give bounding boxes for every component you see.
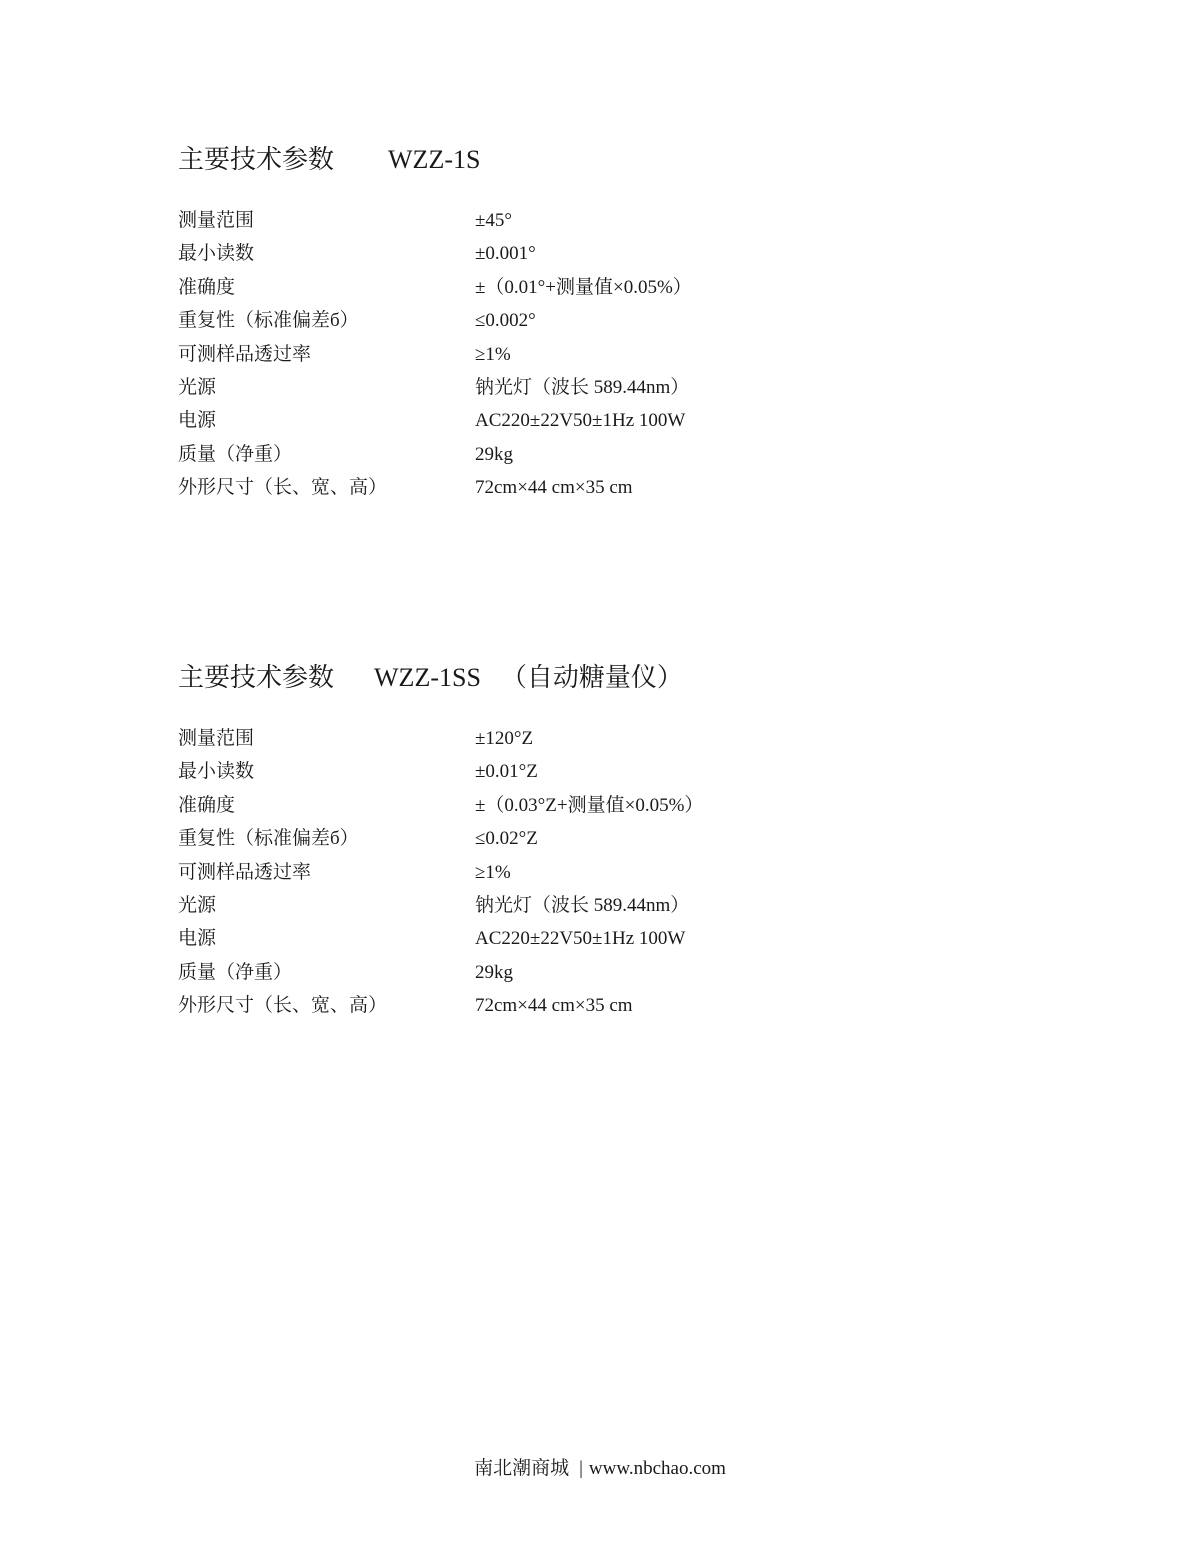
spec-row (178, 304, 1078, 337)
spec-name: 外形尺寸（长、宽、高） (178, 995, 388, 1017)
spec-row (178, 722, 1078, 755)
spec-row (178, 922, 1078, 955)
spec-value: ≤0.002° (475, 310, 536, 332)
spec-name: 电源 (178, 928, 217, 950)
spec-name: 准确度 (178, 794, 236, 816)
spec-value: 72cm×44 cm×35 cm (475, 477, 633, 499)
spec-row (178, 338, 1078, 371)
spec-row (178, 822, 1078, 855)
spec-value: 29kg (475, 443, 513, 465)
spec-name: 重复性（标准偏差б） (178, 828, 359, 850)
spec-name: 最小读数 (178, 761, 255, 783)
section-heading (178, 658, 1078, 698)
spec-name: 测量范围 (178, 728, 255, 749)
spec-name: 光源 (178, 376, 217, 398)
heading-model: WZZ-1SS (374, 663, 481, 692)
spec-row (178, 856, 1078, 889)
spec-row (178, 371, 1078, 404)
spec-name: 质量（净重） (178, 961, 293, 983)
spec-row (178, 271, 1078, 304)
spec-value: ±（0.03°Z+测量值×0.05%） (475, 794, 704, 816)
spec-value: 72cm×44 cm×35 cm (475, 995, 633, 1017)
spec-name: 可测样品透过率 (178, 861, 312, 883)
heading-label: 主要技术参数 (178, 145, 335, 174)
spec-row (178, 989, 1078, 1022)
spec-name: 测量范围 (178, 210, 255, 231)
heading-note: （自动糖量仪） (500, 663, 683, 692)
spec-value: ±0.001° (475, 243, 536, 265)
spec-value: 钠光灯（波长 589.44nm） (475, 376, 690, 398)
spec-value: 钠光灯（波长 589.44nm） (475, 894, 690, 916)
spec-name: 外形尺寸（长、宽、高） (178, 477, 388, 499)
spec-value: AC220±22V50±1Hz 100W (475, 928, 686, 950)
spec-row (178, 789, 1078, 822)
spec-table (178, 204, 1078, 505)
spec-row (178, 404, 1078, 437)
spec-value: ±120°Z (475, 728, 534, 749)
spec-value: ≥1% (475, 861, 511, 883)
spec-row (178, 471, 1078, 504)
spec-name: 重复性（标准偏差б） (178, 310, 359, 332)
spec-value: 29kg (475, 961, 513, 983)
spec-row (178, 237, 1078, 270)
footer-url[interactable]: www.nbchao.com (588, 1458, 726, 1479)
footer-separator: | (579, 1458, 583, 1479)
spec-name: 可测样品透过率 (178, 343, 312, 365)
spec-table (178, 722, 1078, 1023)
section-heading (178, 140, 1078, 180)
spec-section-wzz-1s (178, 140, 1078, 505)
spec-row (178, 889, 1078, 922)
spec-row (178, 755, 1078, 788)
spec-value: ±45° (475, 210, 513, 231)
page-footer (0, 1453, 1200, 1485)
spec-name: 质量（净重） (178, 443, 293, 465)
spec-value: AC220±22V50±1Hz 100W (475, 410, 686, 432)
footer-site-name: 南北潮商城 (474, 1458, 570, 1479)
spec-value: ≤0.02°Z (475, 828, 538, 850)
spec-value: ±（0.01°+测量值×0.05%） (475, 276, 692, 298)
spec-name: 准确度 (178, 276, 236, 298)
spec-name: 电源 (178, 410, 217, 432)
spec-value: ±0.01°Z (475, 761, 538, 783)
heading-model: WZZ-1S (388, 145, 481, 174)
spec-name: 光源 (178, 894, 217, 916)
heading-label: 主要技术参数 (178, 663, 335, 692)
spec-name: 最小读数 (178, 243, 255, 265)
spec-section-wzz-1ss (178, 658, 1078, 1023)
spec-value: ≥1% (475, 343, 511, 365)
spec-row (178, 438, 1078, 471)
spec-row (178, 956, 1078, 989)
spec-row (178, 204, 1078, 237)
